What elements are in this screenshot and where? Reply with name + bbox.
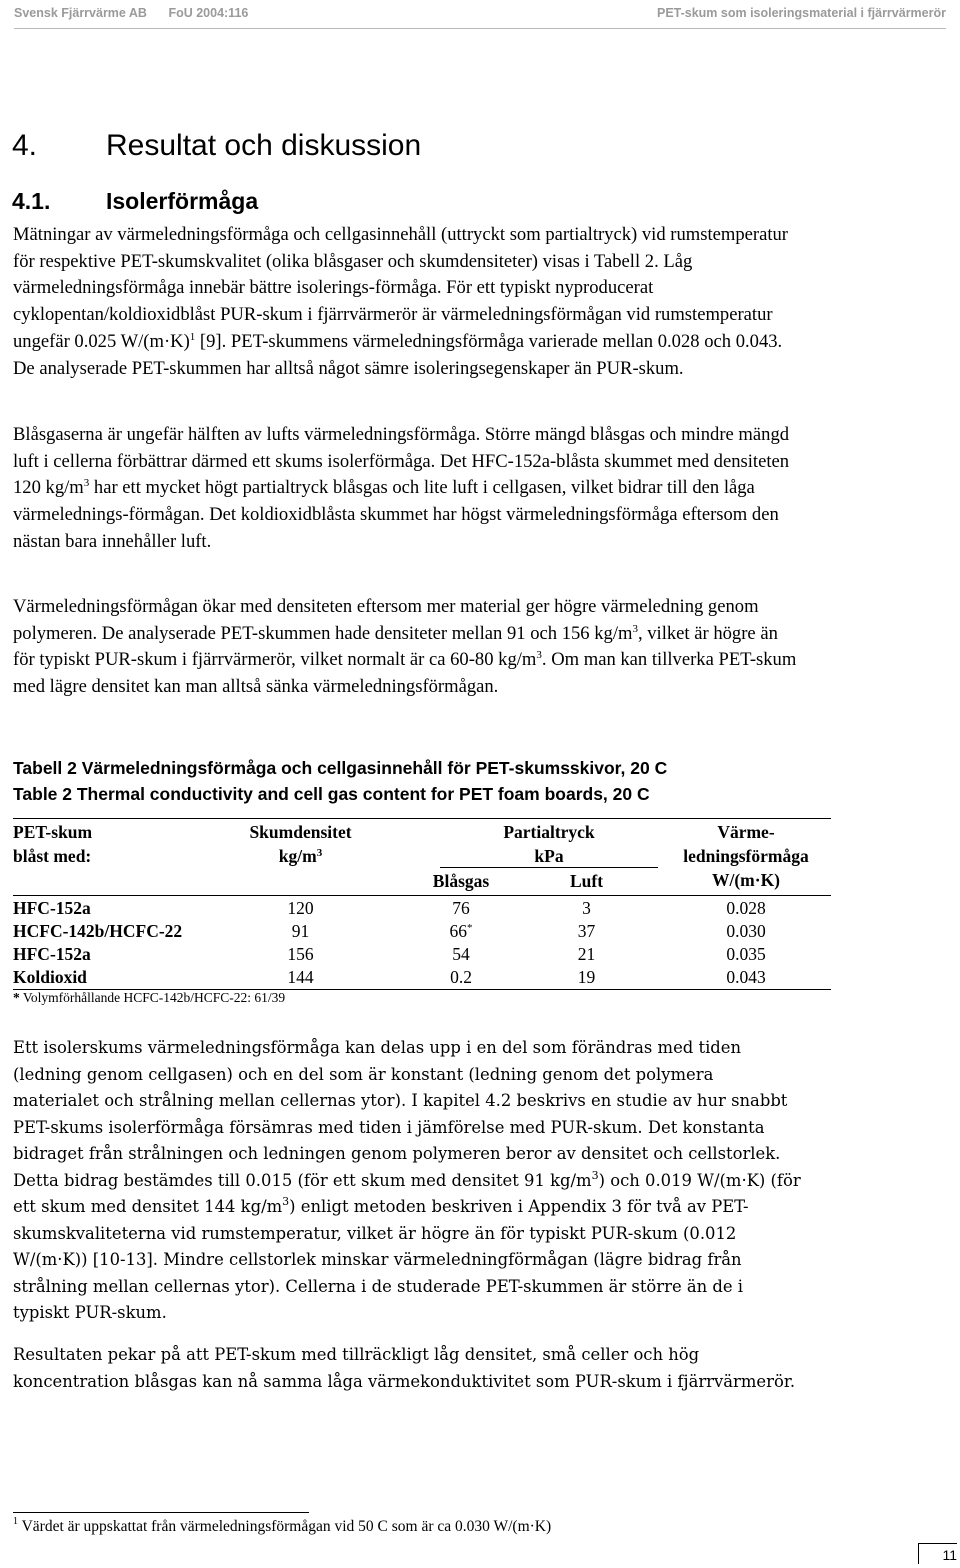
superscript: 3 xyxy=(83,477,90,490)
section-number: 4. xyxy=(12,129,38,162)
section-title: Resultat och diskussion xyxy=(106,129,422,162)
table-header-rule xyxy=(13,895,831,896)
p1-text-b: [9]. PET-skummens värmeledningsförmåga varierade mellan 0.028 och 0.043. De analyserade PET-skummen har alltså något sämre isoleringsegenskaper än PUR-skum. xyxy=(13,330,783,379)
header-org: Svensk Fjärrvärme AB xyxy=(14,6,147,20)
header-col2-line1: Skumdensitet xyxy=(249,822,352,842)
footnote-separator xyxy=(13,1512,309,1513)
row3-density: 156 xyxy=(287,944,314,964)
subsection-heading xyxy=(12,186,258,216)
header-air: Luft xyxy=(569,871,604,891)
row1-density: 120 xyxy=(287,898,314,918)
superscript: 3 xyxy=(536,649,542,662)
row3-k: 0.035 xyxy=(726,944,766,964)
row4-k: 0.043 xyxy=(726,967,766,987)
header-blowing-gas: Blåsgas xyxy=(432,871,490,891)
p4-text-c: ) enligt metoden beskriven i Appendix 3 för två av PET-skumskvaliteterna vid rumstemperatur, vilket är högre än för typiskt PUR-skum (0.012 W/(m·K)) [10-13]. Mindre cellstorlek minskar värmeledningförmågan (lägre bidrag från strålning mellan cellernas ytor). Cellerna i de studerade PET-skummen är större än de i typiskt PUR-skum. xyxy=(13,1197,749,1322)
row1-gas: HFC-152a xyxy=(13,898,91,918)
table-top-rule xyxy=(13,818,831,819)
row3-blowing: 54 xyxy=(452,944,470,964)
row2-air: 37 xyxy=(577,921,596,941)
row4-density: 144 xyxy=(287,967,314,987)
p3-text-a: Värmeledningsförmågan ökar med densiteten eftersom mer material ger högre värmeledning genom polymeren. De analyserade PET-skummen hade densiteter mellan 91 och 156 kg/m xyxy=(13,596,759,644)
header-col3-line2: kPa xyxy=(534,846,564,866)
header-col4-line3: W/(m·K) xyxy=(711,870,781,890)
subsection-number: 4.1. xyxy=(12,188,51,214)
header-col4-line2: ledningsförmåga xyxy=(683,846,809,866)
header-title: PET-skum som isoleringsmaterial i fjärrvärmerör xyxy=(656,6,946,20)
row1-k: 0.028 xyxy=(726,898,766,918)
row3-gas: HFC-152a xyxy=(13,944,91,964)
footnote-ref: 1 xyxy=(189,330,196,343)
row2-k: 0.030 xyxy=(726,921,766,941)
p2-text-b: har ett mycket högt partialtryck blåsgas och lite luft i cellgasen, vilket bidrar till den låga värmelednings-förmågan. Det koldioxidblåsta skummet har högst värmeledningsförmåga eftersom den nästan bara innehåller luft. xyxy=(13,477,779,552)
row4-air: 19 xyxy=(577,967,596,987)
header-col2-line2: $kg/m^3$ xyxy=(278,846,323,866)
row3-air: 21 xyxy=(577,944,596,964)
table-caption-sv: Tabell 2 Värmeledningsförmåga och cellgasinnehåll för PET-skumsskivor, 20 C xyxy=(13,758,668,778)
header-report: FoU 2004:116 xyxy=(168,6,249,20)
header-col4-line1: Värme- xyxy=(717,822,775,842)
p4-text-a: Ett isolerskums värmeledningsförmåga kan delas upp i en del som förändras med tiden (ledning genom cellgasen) och en del som är konstant (ledning genom det polymera materialet och strålning mellan cellernas ytor). I kapitel 4.2 beskrivs en studie av hur snabbt PET-skums isolerförmåga försämras med tiden i jämförelse med PUR-skum. Det konstanta bidraget från strålningen och ledningen genom polymeren beror av densitet och cellstorlek. Detta bidrag bestämdes till 0.015 (för ett skum med densitet 91 kg/m xyxy=(13,1038,788,1190)
row1-blowing: 76 xyxy=(452,898,470,918)
table-footnote: * Volymförhållande HCFC-142b/HCFC-22: 61/39 xyxy=(13,990,286,1005)
header-col1-line2: blåst med: xyxy=(13,846,92,866)
paragraph-2 xyxy=(13,422,803,556)
row2-blowing: 66* xyxy=(449,921,473,941)
row2-gas: HCFC-142b/HCFC-22 xyxy=(13,921,183,941)
p2-text-a: Blåsgaserna är ungefär hälften av lufts värmeledningsförmåga. Större mängd blåsgas och mindre mängd luft i cellerna förbättrar därmed ett skums isolerförmåga. Det HFC-152a-blåsta skummet med densiteten 120 kg/m xyxy=(13,424,790,499)
p3-text-c: . Om man kan tillverka PET-skum med lägre densitet kan man alltså sänka värmeledningsförmågan. xyxy=(13,649,797,698)
running-header xyxy=(14,6,946,29)
row4-gas: Koldioxid xyxy=(13,967,87,987)
superscript: 3 xyxy=(632,622,638,635)
row4-blowing: 0.2 xyxy=(450,967,472,987)
row1-air: 3 xyxy=(582,898,591,918)
header-col3-line1: Partialtryck xyxy=(503,822,595,842)
p4-text-b: ) och 0.019 W/(m·K) (för ett skum med densitet 144 kg/m xyxy=(13,1170,801,1216)
paragraph-3 xyxy=(13,594,803,701)
section-heading xyxy=(12,126,421,166)
p3-text-b: , vilket är högre än för typiskt PUR-skum i fjärrvärmerör, vilket normalt är ca 60-80 kg/m xyxy=(13,622,778,671)
paragraph-4 xyxy=(13,1035,803,1327)
header-col1-line1: PET-skum xyxy=(13,822,93,842)
page-number: 11 xyxy=(918,1543,957,1564)
page-footnote: $^1$ Värdet är uppskattat från värmeledningsförmågan vid 50 C som är ca 0.030 W/(m·K) xyxy=(13,1516,552,1535)
p1-text-a: Mätningar av värmeledningsförmåga och cellgasinnehåll (uttryckt som partialtryck) vid rumstemperatur för respektive PET-skumskvalitet (olika blåsgaser och skumdensiteter) visas i Tabell 2. Låg värmeledningsförmåga innebär bättre isolerings-förmåga. För ett typiskt nyproducerat cyklopentan/koldioxidblåst PUR-skum i fjärrvärmerör är värmeledningsförmågan vid rumstemperatur ungefär 0.025 W/(m·K) xyxy=(13,224,788,352)
table-caption-en: Table 2 Thermal conductivity and cell gas content for PET foam boards, 20 C xyxy=(13,784,650,804)
partial-pressure-rule xyxy=(440,867,658,868)
superscript: 3 xyxy=(591,1168,599,1182)
superscript: 3 xyxy=(282,1195,290,1208)
row2-density: 91 xyxy=(291,921,310,941)
paragraph-5: Resultaten pekar på att PET-skum med tillräckligt låg densitet, små celler och hög koncentration blåsgas kan nå samma låga värmekonduktivitet som PUR-skum i fjärrvärmerör. xyxy=(13,1345,796,1391)
data-table xyxy=(13,818,831,988)
subsection-title: Isolerförmåga xyxy=(106,188,259,214)
paragraph-1 xyxy=(13,222,803,382)
